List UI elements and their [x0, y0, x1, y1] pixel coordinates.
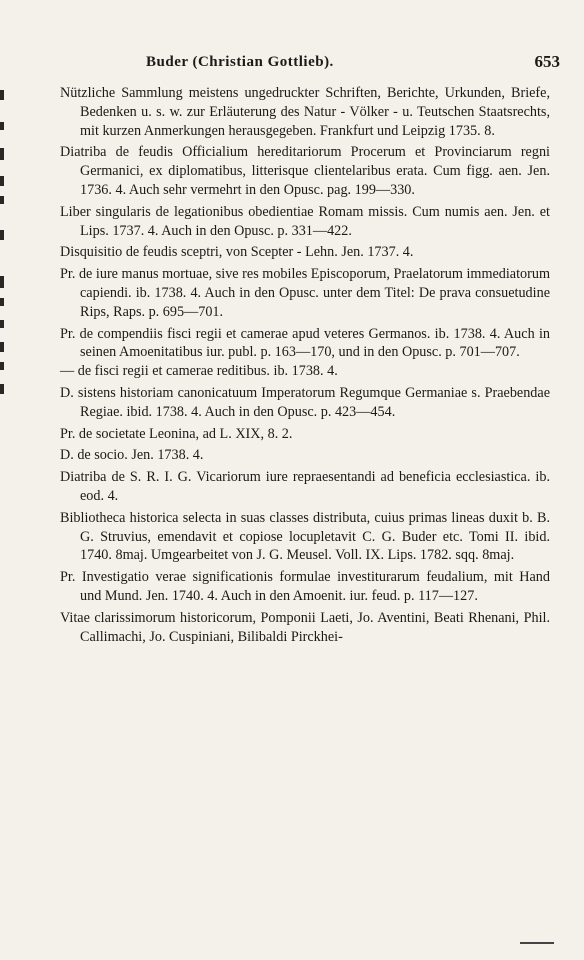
- bibliography-entry: Liber singularis de legationibus obedientiae Romam missis. Cum numis aen. Jen. et Lips. 1737. 4. Auch in den Opusc. p. 331—422.: [60, 203, 550, 239]
- footer-rule: [520, 942, 554, 944]
- running-header: [62, 52, 560, 78]
- bibliography-entry: Diatriba de feudis Officialium hereditariorum Procerum et Provinciarum regni Germanici, ex diplomatibus, litterisque clientelaribus erata. Cum figg. aen. Jen. 1736. 4. Auch sehr vermehrt in den Opusc. pag. 199—330.: [60, 144, 550, 198]
- bibliography-entry: Pr. de iure manus mortuae, sive res mobiles Episcoporum, Praelatorum immediatorum capiendi. ib. 1738. 4. Auch in den Opusc. unter dem Titel: De prava consuetudine Rips, Raps. p. 695—701.: [60, 266, 550, 320]
- bibliography-entry: Pr. Investigatio verae significationis formulae investiturarum feudalium, mit Hand und Mund. Jen. 1740. 4. Auch in den Amoenit. iur. feud. p. 117—127.: [60, 569, 550, 604]
- bibliography-entry: Diatriba de S. R. I. G. Vicariorum iure repraesentandi ad beneficia ecclesiastica. ib. eod. 4.: [60, 469, 550, 504]
- margin-bleed-marks: [0, 90, 14, 450]
- bibliography-entry: Pr. de societate Leonina, ad L. XIX, 8. 2.: [60, 425, 293, 442]
- bibliography-entry: D. de socio. Jen. 1738. 4.: [60, 447, 204, 464]
- bibliography-entry: — de fisci regii et camerae reditibus. ib. 1738. 4.: [60, 363, 338, 380]
- bibliography-entry: D. sistens historiam canonicatuum Imperatorum Regumque Germaniae s. Praebendae Regiae. ibid. 1738. 4. Auch in den Opusc. p. 423—454.: [60, 384, 550, 420]
- bibliography-entry: Pr. de compendiis fisci regii et camerae apud veteres Germanos. ib. 1738. 4. Auch in seinen Amoenitatibus iur. publ. p. 163—170, und in den Opusc. p. 701—707.: [60, 325, 550, 361]
- bibliography-entry: Vitae clarissimorum historicorum, Pomponii Laeti, Jo. Aventini, Beati Rhenani, Phil. Callimachi, Jo. Cuspiniani, Bilibaldi Pirckhei-: [60, 609, 550, 645]
- bibliography-entry: Nützliche Sammlung meistens ungedruckter Schriften, Berichte, Urkunden, Briefe, Bedenken u. s. w. zur Erläuterung des Natur - Völker - u. Teutschen Staatsrechts, mit kurzen Anmerkungen herausgegeben. Frankfurt und Leipzig 1735. 8.: [60, 85, 550, 139]
- page-number: 653: [534, 52, 560, 71]
- bibliography-entry: Bibliotheca historica selecta in suas classes distributa, cuius primas lineas duxit b. B. G. Struvius, emendavit et copiose locupletavit C. G. Buder etc. Tomi II. ibid. 1740. 8maj. Umgearbeitet von J. G. Meusel. Voll. IX. Lips. 1782. sqq. 8maj.: [60, 509, 550, 564]
- running-title: Buder (Christian Gottlieb).: [146, 54, 334, 70]
- bibliography-list: [60, 84, 550, 646]
- bibliography-entry: Disquisitio de feudis sceptri, von Scepter - Lehn. Jen. 1737. 4.: [60, 244, 414, 261]
